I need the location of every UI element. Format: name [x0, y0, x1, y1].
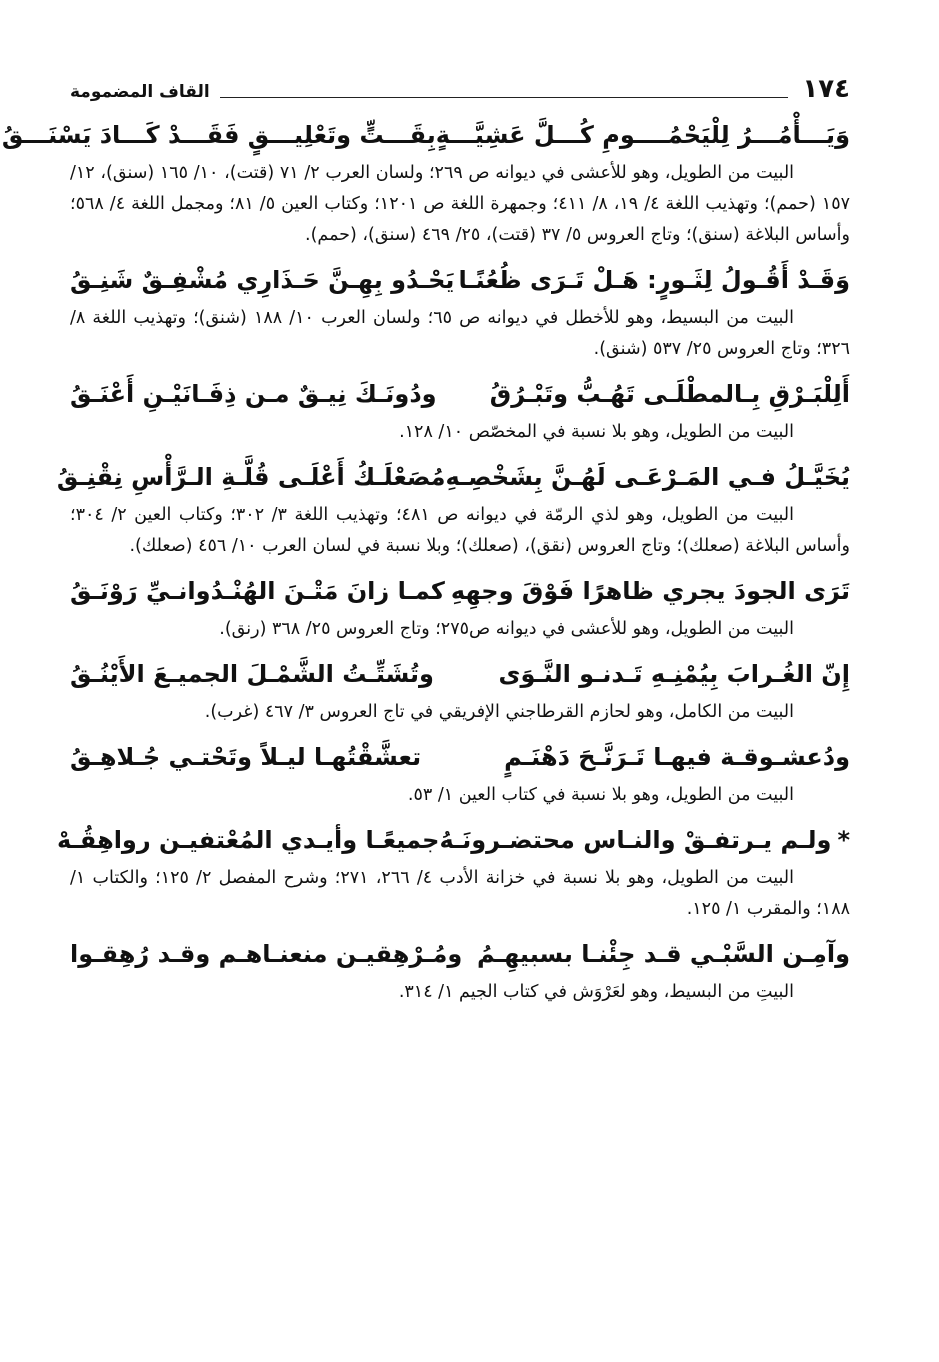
- verse: [70, 931, 850, 977]
- verse-first-hemistich: ودُعشـوقـة فيهـا تَـرَنَّـحَ دَهْنَـمٍ: [504, 743, 850, 771]
- verse-commentary: البيت من الطويل، وهو لذي الرمّة في ديوانه ص ٤٨١؛ وتهذيب اللغة ٣/ ٣٠٢؛ وكتاب العين ٢/ ٣٠٤؛ وأساس البلاغة (صعلك)؛ وتاج العروس (نقق)، (صعلك)؛ وبلا نسبة في لسان العرب ١٠/ ٤٥٦ (صعلك).: [70, 505, 850, 556]
- verse-second-hemistich: ودُونَـكَ نِيـقٌ مـن ذِفَـانَيْـنِ أَعْنَـقُ: [70, 380, 437, 408]
- verse-second-hemistich: ومُـرْهِقيـن منعنـاهـم وقـد رُهِقـوا: [70, 940, 463, 968]
- verse-commentary: البيت من الطويل، وهو بلا نسبة في كتاب العين ١/ ٥٣.: [407, 785, 794, 805]
- entry: [70, 568, 850, 645]
- verse-marker: *: [837, 826, 850, 854]
- verse-second-hemistich: كمـا زانَ مَتْـنَ الهُنْـدُوانـيِّ رَوْنَـقُ: [70, 577, 445, 605]
- verse-first-hemistich: يُخَيَّـلُ فـي المَـرْعَـى لَهُـنَّ بِشَخْصِـهِ: [445, 463, 850, 491]
- verse-first-hemistich-text: ولـم يـرتفـقْ والنـاس محتضـرونَـهُ: [439, 826, 832, 854]
- verse-second-hemistich: تعشَّقْتُهـا ليـلاً وتَحْتـي جُـلاهِـقُ: [70, 743, 422, 771]
- verse-commentary: البيت من البسيط، وهو للأخطل في ديوانه ص ٦٥؛ ولسان العرب ١٠/ ١٨٨ (شنق)؛ وتهذيب اللغة ٨/ ٣٢٦؛ وتاج العروس ٢٥/ ٥٣٧ (شنق).: [70, 308, 850, 359]
- running-title: القاف المضمومة: [70, 82, 210, 102]
- entry: [70, 931, 850, 1008]
- verse-first-hemistich: وَقَـدْ أَقُـولُ لِثَـورٍ: هَـلْ تَـرَى ظُعُنًـا: [458, 266, 850, 294]
- entries: [1, 112, 850, 1008]
- verse-first-hemistich: تَرَى الجودَ يجري ظاهرًا فَوْقَ وجهِهِ: [450, 577, 850, 605]
- page-number: ١٧٤: [802, 74, 850, 104]
- verse-commentary: البيت من الطويل، وهو للأعشى في ديوانه ص ٢٦٩؛ ولسان العرب ٢/ ٧١ (قتت)، ١٠/ ١٦٥ (سنق)، ١٢/ ١٥٧ (حمم)؛ وتهذيب اللغة ٤/ ١٩، ٨/ ٤١١؛ وجمهرة اللغة ص ١٢٠١؛ وكتاب العين ٥/ ٨١؛ ومجمل اللغة ٤/ ٥٦٨؛ وأساس البلاغة (سنق)؛ وتاج العروس ٥/ ٣٧ (قتت)، ٢٥/ ٤٦٩ (سنق)، (حمم).: [70, 163, 850, 245]
- page-header: [70, 68, 850, 104]
- verse-second-hemistich: يَحْـدُو بِهِـنَّ حَـذَارِي مُشْفِـقٌ شَنِـقُ: [70, 266, 455, 294]
- entry: [70, 651, 850, 728]
- verse: [70, 734, 850, 780]
- verse: [1, 112, 850, 158]
- entry: [1, 112, 850, 251]
- verse-commentary: البيت من الطويل، وهو بلا نسبة في المخصّص ١٠/ ١٢٨.: [399, 422, 794, 442]
- entry: [70, 257, 850, 365]
- verse: [56, 454, 850, 500]
- verse-second-hemistich: بِقَـــتٍّ وتَعْلِيـــقٍ فَقَـــدْ كَـــادَ يَسْنَـــقُ: [1, 121, 436, 149]
- verse: [70, 651, 850, 697]
- verse: [57, 817, 850, 863]
- verse-second-hemistich: جميعًـا وأيـدي المُعْتفيـن رواهِقُـهْ: [57, 826, 440, 854]
- verse-second-hemistich: مُصَعْلَـكُ أَعْلَـى قُلَّـةِ الـرَّأْسِ نِقْنِـقُ: [56, 463, 446, 491]
- verse-commentary: البيتِ من البسيط، وهو لعَرْوَش في كتاب الجيم ١/ ٣١٤.: [398, 982, 794, 1002]
- verse-first-hemistich: وَيَـــأْمُـــرُ لِلْيَحْمُــــومِ كُـــلَّ عَشِيَّـــةٍ: [435, 121, 850, 149]
- entry: [70, 371, 850, 448]
- verse-first-hemistich: وآمِـن السَّبْـي قـد جِئْنـا بسبيهِـمُ: [477, 940, 850, 968]
- verse-commentary: البيت من الكامل، وهو لحازم القرطاجني الإفريقي في تاج العروس ٣/ ٤٦٧ (غرب).: [204, 702, 794, 722]
- entry: [57, 817, 850, 925]
- header-rule: [220, 97, 789, 98]
- entry: [70, 734, 850, 811]
- verse: [70, 257, 850, 303]
- verse: [70, 568, 850, 614]
- entry: [56, 454, 850, 562]
- verse-first-hemistich: [439, 817, 850, 863]
- verse-first-hemistich: إِنّ الغُـرابَ بِيُمْنِـهِ تَـدنـو النَّـوَى: [498, 660, 850, 688]
- verse-commentary: البيت من الطويل، وهو للأعشى في ديوانه ص٢٧٥؛ وتاج العروس ٢٥/ ٣٦٨ (رنق).: [219, 619, 794, 639]
- verse: [70, 371, 850, 417]
- verse-commentary: البيت من الطويل، وهو بلا نسبة في خزانة الأدب ٤/ ٢٦٦، ٢٧١؛ وشرح المفصل ٢/ ١٢٥؛ والكتاب ١/ ١٨٨؛ والمقرب ١/ ١٢٥.: [70, 868, 850, 919]
- document-page: [1, 68, 850, 1014]
- verse-first-hemistich: أَلِلْبَـرْقِ بِـالمطْلَـى تَهُـبُّ وتَبْـرُقُ: [489, 380, 850, 408]
- verse-second-hemistich: وتُشَتِّـتُ الشَّمْـلَ الجميـعَ الأَيْنُـقُ: [70, 660, 434, 688]
